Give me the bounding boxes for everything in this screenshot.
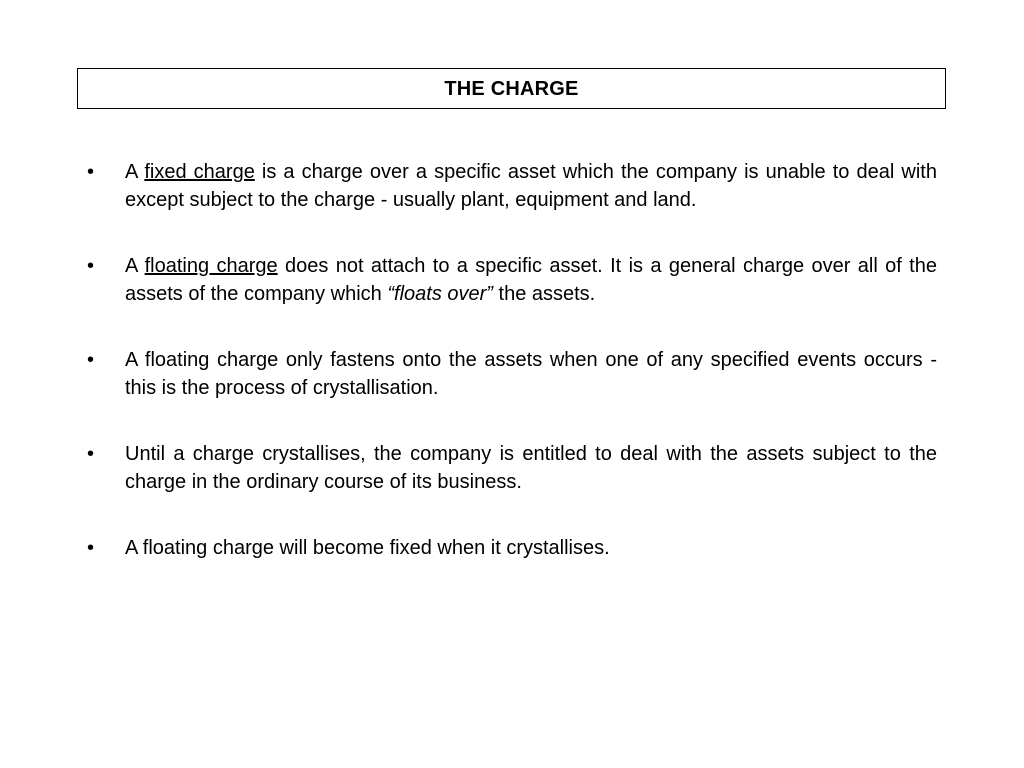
bullet-body: is a charge over a specific asset which the company is unable to deal with except subject to the charge - usually plant, equipment and land.	[125, 161, 937, 211]
bullet-text: Until a charge crystallises, the company is entitled to deal with the assets subject to the charge in the ordinary course of its business.	[125, 443, 937, 493]
bullet-item-ordinary-course	[87, 440, 937, 496]
bullet-icon: •	[87, 537, 95, 559]
bullet-item-becomes-fixed	[87, 534, 937, 562]
bullet-item-crystallisation	[87, 346, 937, 402]
bullet-text	[125, 158, 937, 214]
bullet-text: A floating charge only fastens onto the assets when one of any specified events occurs - this is the process of crystallisation.	[125, 349, 937, 399]
bullet-icon: •	[87, 443, 95, 465]
bullet-icon: •	[87, 255, 95, 277]
bullet-body-part-1: does not attach to a specific asset. It is a general charge over all of the assets of the company which	[125, 255, 937, 305]
bullet-prefix: A	[125, 161, 145, 183]
quote-floats-over: “floats over”	[387, 283, 493, 305]
title-box	[77, 68, 946, 109]
bullet-item-fixed-charge	[87, 158, 937, 214]
bullet-icon: •	[87, 161, 95, 183]
bullet-text	[125, 252, 937, 308]
term-fixed-charge: fixed charge	[144, 161, 255, 183]
bullet-text: A floating charge will become fixed when it crystallises.	[125, 537, 610, 559]
bullet-list	[87, 158, 937, 562]
bullet-prefix: A	[125, 255, 145, 277]
bullet-body-part-2: the assets.	[492, 283, 596, 305]
slide-title: THE CHARGE	[444, 77, 579, 100]
bullet-item-floating-charge	[87, 252, 937, 308]
bullet-icon: •	[87, 349, 95, 371]
term-floating-charge: floating charge	[144, 255, 278, 277]
